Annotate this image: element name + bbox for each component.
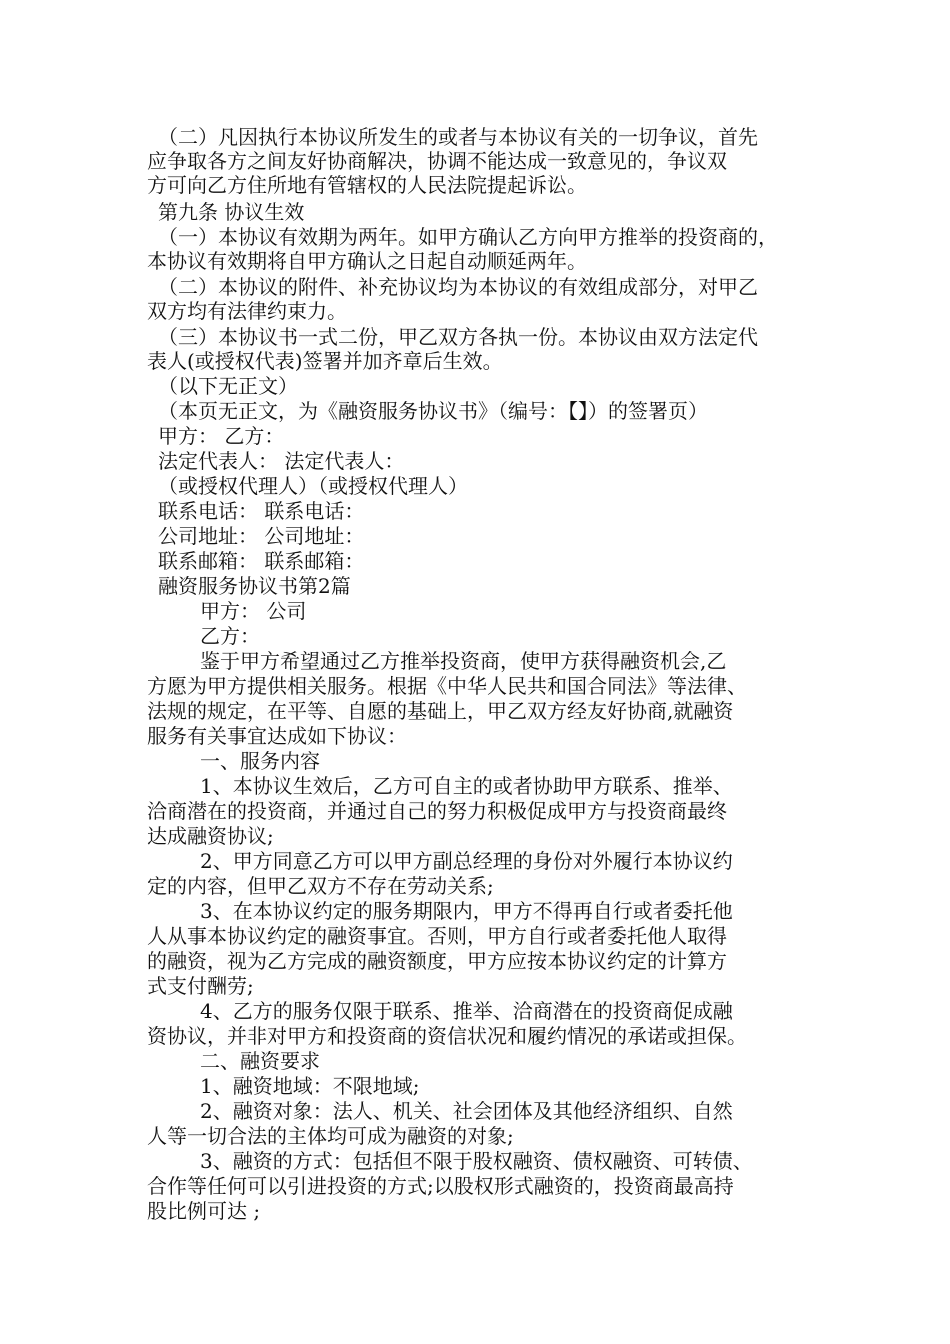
- text-line: 股比例可达 ;: [147, 1199, 261, 1223]
- text-line: 方可向乙方住所地有管辖权的人民法院提起诉讼。: [147, 173, 587, 197]
- text-line: 资协议，并非对甲方和投资商的资信状况和履约情况的承诺或担保。: [147, 1024, 747, 1048]
- text-line: 2、融资对象：法人、机关、社会团体及其他经济组织、自然: [200, 1099, 733, 1123]
- signature-line: 法定代表人： 法定代表人：: [158, 449, 405, 473]
- text-line: 乙方：: [200, 624, 260, 648]
- signature-line: 联系电话： 联系电话：: [158, 499, 365, 523]
- text-line: （一）本协议有效期为两年。如甲方确认乙方向甲方推举的投资商的，: [158, 225, 778, 249]
- signature-line: 甲方： 乙方：: [158, 424, 285, 448]
- text-line: 应争取各方之间友好协商解决，协调不能达成一致意见的，争议双: [147, 149, 727, 173]
- text-line: 达成融资协议;: [147, 824, 274, 848]
- signature-line: （或授权代理人）（或授权代理人）: [158, 474, 468, 498]
- text-line: 4、乙方的服务仅限于联系、推举、洽商潜在的投资商促成融: [200, 999, 733, 1023]
- text-line: （二）本协议的附件、补充协议均为本协议的有效组成部分，对甲乙: [158, 275, 758, 299]
- section-heading: 第九条 协议生效: [158, 200, 305, 224]
- text-line: 2、甲方同意乙方可以甲方副总经理的身份对外履行本协议约: [200, 849, 733, 873]
- text-line: 式支付酬劳;: [147, 974, 254, 998]
- text-line: （二）凡因执行本协议所发生的或者与本协议有关的一切争议，首先: [158, 125, 758, 149]
- text-line: 洽商潜在的投资商，并通过自己的努力积极促成甲方与投资商最终: [147, 799, 727, 823]
- text-line: 1、本协议生效后，乙方可自主的或者协助甲方联系、推举、: [200, 774, 733, 798]
- text-line: 人从事本协议约定的融资事宜。否则，甲方自行或者委托他人取得: [147, 924, 727, 948]
- signature-line: 公司地址： 公司地址：: [158, 524, 365, 548]
- text-line: 法规的规定，在平等、自愿的基础上，甲乙双方经友好协商,就融资: [147, 699, 734, 723]
- text-line: 人等一切合法的主体均可成为融资的对象;: [147, 1124, 514, 1148]
- text-line: 1、融资地域：不限地域;: [200, 1074, 420, 1098]
- text-line: 本协议有效期将自甲方确认之日起自动顺延两年。: [147, 249, 587, 273]
- section-heading: 二、融资要求: [200, 1049, 320, 1073]
- text-line: 3、融资的方式：包括但不限于股权融资、债权融资、可转债、: [200, 1149, 753, 1173]
- text-line: 表人(或授权代表)签署并加齐章后生效。: [147, 349, 503, 373]
- text-line: 双方均有法律约束力。: [147, 299, 347, 323]
- text-line: 的融资，视为乙方完成的融资额度，甲方应按本协议约定的计算方: [147, 949, 727, 973]
- signature-line: 联系邮箱： 联系邮箱：: [158, 549, 365, 573]
- text-line: （本页无正文，为《融资服务协议书》（编号：【】）的签署页）: [158, 399, 708, 423]
- text-line: 鉴于甲方希望通过乙方推举投资商，使甲方获得融资机会,乙: [200, 649, 727, 673]
- text-line: 甲方： 公司: [200, 599, 307, 623]
- text-line: 方愿为甲方提供相关服务。根据《中华人民共和国合同法》等法律、: [147, 674, 747, 698]
- text-line: 3、在本协议约定的服务期限内，甲方不得再自行或者委托他: [200, 899, 733, 923]
- section-heading: 一、服务内容: [200, 749, 320, 773]
- text-line: （三）本协议书一式二份，甲乙双方各执一份。本协议由双方法定代: [158, 325, 758, 349]
- text-line: 服务有关事宜达成如下协议：: [147, 724, 407, 748]
- text-line: 合作等任何可以引进投资的方式;以股权形式融资的，投资商最高持: [147, 1174, 734, 1198]
- text-line: （以下无正文）: [158, 374, 298, 398]
- document-title: 融资服务协议书第2篇: [158, 574, 351, 598]
- text-line: 定的内容，但甲乙双方不存在劳动关系;: [147, 874, 494, 898]
